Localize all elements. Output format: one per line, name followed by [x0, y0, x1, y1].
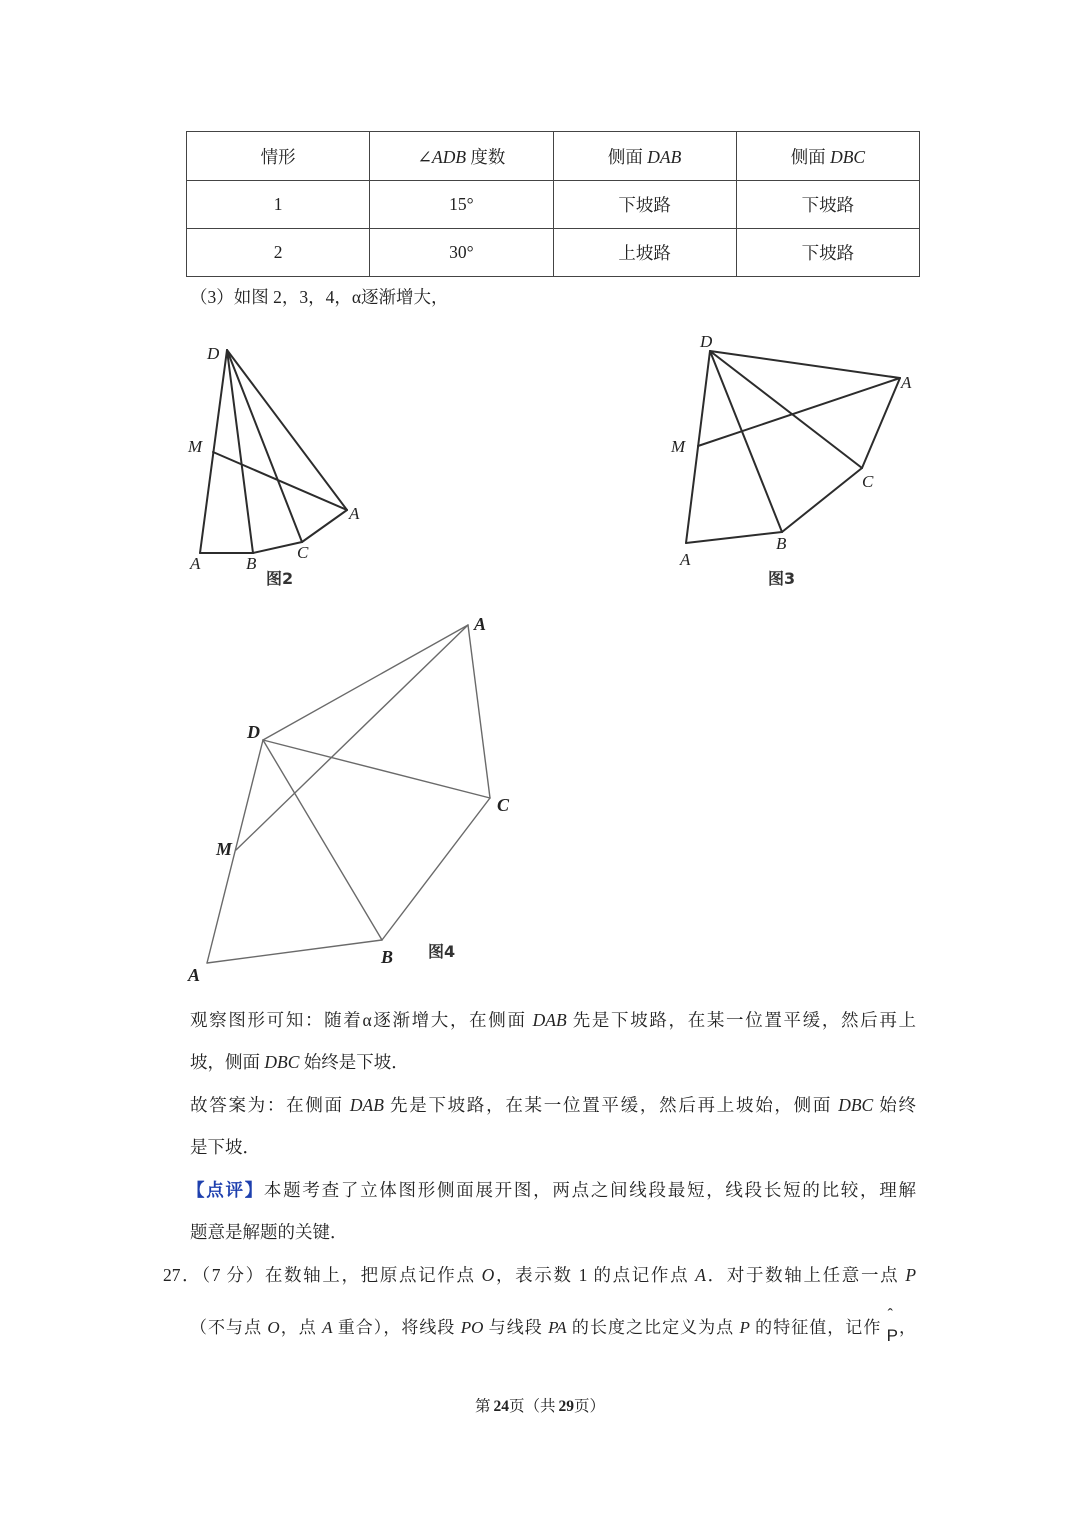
fig3-label-A-right: A	[901, 373, 912, 392]
fig2-caption: 图2	[266, 569, 294, 588]
text-run: 先是下坡路，在某一位置平缓，然后再上坡始，侧面	[383, 1095, 839, 1115]
fig3-label-B: B	[776, 534, 787, 553]
text-run: 始终	[873, 1095, 917, 1115]
text-run: ，表示数 1 的点记作点	[494, 1265, 696, 1285]
fig2-label-A-right: A	[349, 504, 360, 523]
total-pages: 29	[558, 1398, 574, 1415]
text-run: 重合），将线段	[332, 1318, 461, 1337]
cell-side-dab: 下坡路	[553, 181, 736, 229]
footer-text: 第	[474, 1398, 491, 1415]
fig4-segment-BA	[207, 940, 382, 963]
footer-text: 页）	[574, 1398, 606, 1415]
side-name: DAB	[647, 146, 682, 167]
side-prefix: 侧面	[607, 146, 648, 167]
fig4-label-A-top: A	[474, 614, 487, 634]
segment-name: PA	[548, 1318, 567, 1337]
fig4-segment-DB	[263, 740, 382, 940]
cell-side-dab: 上坡路	[553, 229, 736, 277]
fig2-label-C: C	[297, 543, 309, 562]
figure-4	[187, 614, 510, 985]
fig4-segment-DA-top	[263, 625, 468, 740]
comment-tag: 【点评】	[187, 1180, 264, 1200]
angle-symbol: ∠	[417, 146, 432, 167]
side-name: DBC	[830, 146, 866, 167]
side-name: DAB	[349, 1095, 384, 1115]
text-run: 的特征值，记作	[749, 1318, 887, 1337]
page-number: 24	[493, 1398, 509, 1415]
angle-suffix: 度数	[466, 146, 506, 167]
fig2-label-M: M	[188, 437, 203, 456]
cell-case: 1	[187, 181, 370, 229]
comment-line-1	[187, 1178, 916, 1202]
header-case: 情形	[187, 132, 370, 181]
fig4-segment-MA	[236, 625, 468, 850]
text-run: 27．（7 分）在数轴上，把原点记作点	[163, 1265, 482, 1285]
text-run: 坡，侧面	[190, 1052, 265, 1072]
question27-line-1	[163, 1263, 916, 1287]
text-run: 故答案为：在侧面	[190, 1095, 350, 1115]
text-run: 与线段	[483, 1318, 549, 1337]
cell-case: 2	[187, 229, 370, 277]
observation-line-2	[190, 1050, 916, 1074]
question27-line-2	[190, 1307, 917, 1345]
fig4-label-A-bottom: A	[188, 965, 201, 985]
cell-angle: 30°	[370, 229, 553, 277]
footer-text: 页（共	[508, 1398, 556, 1415]
fig4-label-D: D	[247, 722, 260, 742]
fig2-label-B: B	[246, 554, 257, 573]
fig4-label-B: B	[381, 947, 394, 967]
fig3-segment-CB	[782, 468, 862, 532]
figure-3	[670, 332, 912, 588]
p-hat-notation	[886, 1307, 898, 1345]
fig2-segment-MA	[213, 452, 347, 510]
cell-angle: 15°	[370, 181, 553, 229]
angle-vertices: ADB	[432, 146, 467, 167]
side-name: DBC	[838, 1095, 874, 1115]
side-name: DAB	[532, 1010, 567, 1030]
text-run: 的长度之比定义为点	[566, 1318, 740, 1337]
fig4-label-M: M	[216, 839, 233, 859]
point-name: A	[695, 1265, 706, 1285]
text-run: ．对于数轴上任意一点	[706, 1265, 906, 1285]
fig4-segment-DC	[263, 740, 490, 798]
fig4-segment-CB	[382, 798, 490, 940]
fig2-segment-DC	[227, 350, 302, 542]
answer-line-1	[190, 1093, 916, 1117]
text-run: 始终是下坡．	[299, 1052, 409, 1072]
point-name: P	[905, 1265, 917, 1285]
fig2-label-D: D	[207, 344, 220, 363]
hat-accent: ˆ	[887, 1307, 893, 1324]
fig2-label-A-left: A	[190, 554, 201, 573]
text-run: 本题考查了立体图形侧面展开图，两点之间线段最短，线段长短的比较，理解	[263, 1180, 917, 1200]
figure-2	[187, 344, 360, 588]
side-name: DBC	[264, 1052, 300, 1072]
notation-symbol: P	[886, 1326, 898, 1345]
segment-name: PO	[460, 1318, 484, 1337]
side-prefix: 侧面	[790, 146, 831, 167]
fig3-label-C: C	[862, 472, 874, 491]
cell-side-dbc: 下坡路	[736, 181, 919, 229]
text-run: ，	[898, 1318, 917, 1337]
fig4-label-C: C	[497, 795, 510, 815]
text-run: ，点	[279, 1318, 323, 1337]
fig3-label-D: D	[700, 332, 713, 351]
fig4-segment-AC	[468, 625, 490, 798]
answer-line-2: 是下坡．	[190, 1137, 260, 1157]
fig3-label-A-left: A	[680, 550, 691, 569]
point-name: A	[322, 1318, 333, 1337]
observation-line-1	[190, 1008, 916, 1032]
fig2-segment-CA	[302, 510, 347, 542]
cell-side-dbc: 下坡路	[736, 229, 919, 277]
fig3-segment-BA	[686, 532, 782, 543]
page-footer	[0, 1395, 1080, 1419]
fig3-segment-MA	[698, 378, 900, 446]
fig3-caption: 图3	[768, 569, 796, 588]
fig4-caption: 图4	[428, 942, 456, 961]
point-name: P	[739, 1318, 750, 1337]
point-name: O	[481, 1265, 495, 1285]
comment-line-2: 题意是解题的关键．	[190, 1222, 348, 1242]
fig2-segment-BC	[253, 542, 302, 553]
text-run: 观察图形可知：随着α逐渐增大，在侧面	[190, 1010, 533, 1030]
text-run: （不与点	[190, 1318, 268, 1337]
fig3-segment-AC	[862, 378, 900, 468]
point-name: O	[267, 1318, 280, 1337]
text-run: 先是下坡路，在某一位置平缓，然后再上	[566, 1010, 917, 1030]
fig3-label-M: M	[671, 437, 686, 456]
part3-intro: （3）如图 2，3，4，α逐渐增大，	[190, 287, 449, 307]
